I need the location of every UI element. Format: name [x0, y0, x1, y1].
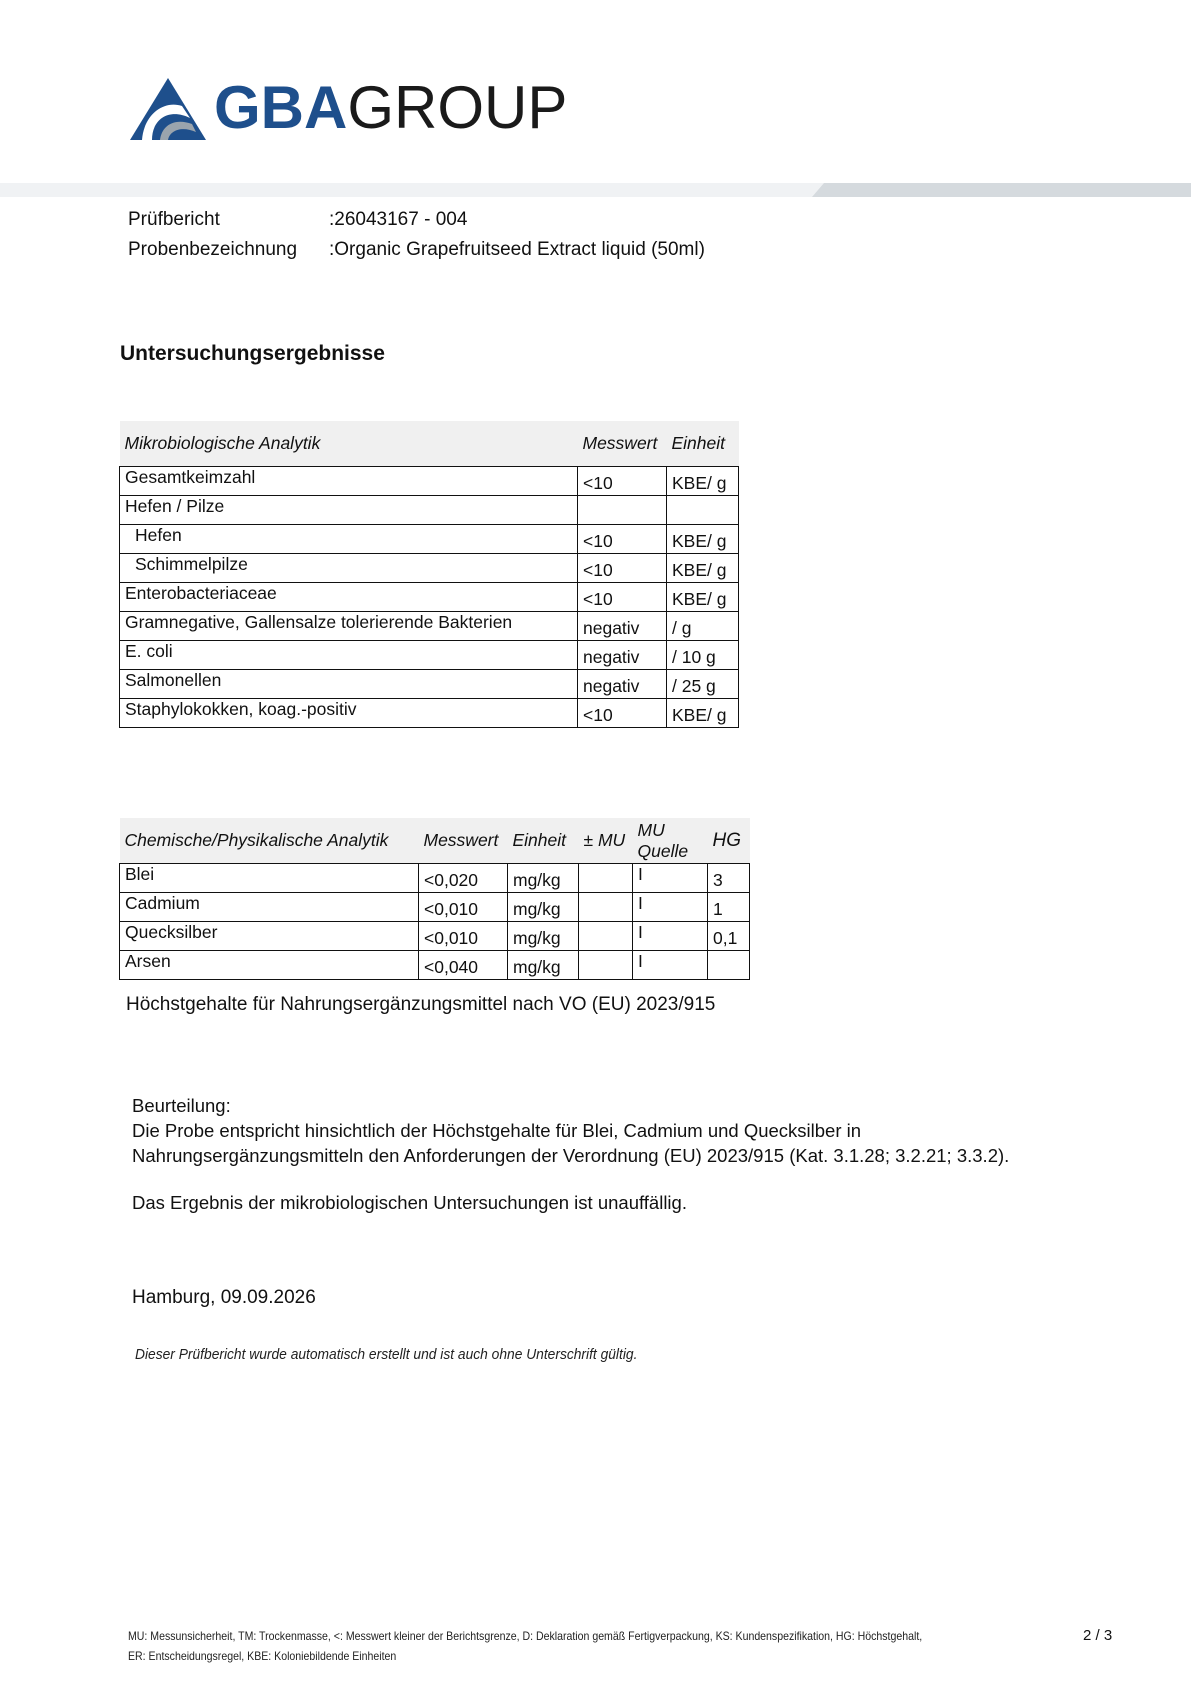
- place-date: Hamburg, 09.09.2026: [132, 1287, 316, 1308]
- analyte-name: Enterobacteriaceae: [120, 583, 578, 612]
- assessment-line: Nahrungsergänzungsmitteln den Anforderungen der Verordnung (EU) 2023/915 (Kat. 3.1.28; 3.2.21; 3.3.2).: [132, 1145, 1010, 1166]
- chem-header-value: Messwert: [419, 818, 508, 864]
- analyte-value: <10: [578, 583, 667, 612]
- analyte-name: Quecksilber: [120, 922, 419, 951]
- analyte-name: Hefen / Pilze: [120, 496, 578, 525]
- analyte-value: <0,010: [419, 893, 508, 922]
- footer-legend: [128, 1626, 922, 1666]
- analyte-unit: mg/kg: [508, 893, 579, 922]
- analyte-name: Hefen: [120, 525, 578, 554]
- analyte-value: negativ: [578, 641, 667, 670]
- analyte-unit: / 10 g: [667, 641, 739, 670]
- micro-header-analysis: Mikrobiologische Analytik: [120, 421, 578, 467]
- section-title: Untersuchungsergebnisse: [120, 342, 385, 365]
- table-row: [120, 864, 750, 893]
- table-row: [120, 922, 750, 951]
- company-logo: [130, 74, 590, 144]
- page-number: 2 / 3: [1083, 1627, 1113, 1644]
- analyte-unit: KBE/ g: [667, 554, 739, 583]
- analyte-value: [578, 496, 667, 525]
- micro-table: [119, 421, 739, 728]
- analyte-unit: mg/kg: [508, 864, 579, 893]
- analyte-value: <10: [578, 699, 667, 728]
- table-row: [120, 893, 750, 922]
- analyte-name: Schimmelpilze: [120, 554, 578, 583]
- footer-line: MU: Messunsicherheit, TM: Trockenmasse, <: Messwert kleiner der Berichtsgrenze, D: Deklaration gemäß Fertigverpackung, KS: Kundenspezifikation, HG: Höchstgehalt,: [128, 1629, 923, 1643]
- assessment-line: Das Ergebnis der mikrobiologischen Untersuchungen ist unauffällig.: [132, 1192, 687, 1213]
- analyte-hg: 3: [708, 864, 750, 893]
- logo-triangle-icon: [130, 78, 206, 142]
- analyte-name: Arsen: [120, 951, 419, 980]
- chem-table-header: [120, 818, 750, 864]
- chem-header-analysis: Chemische/Physikalische Analytik: [120, 818, 419, 864]
- analyte-value: <0,010: [419, 922, 508, 951]
- analyte-unit: KBE/ g: [667, 699, 739, 728]
- table-row: [120, 467, 739, 496]
- micro-header-value: Messwert: [578, 421, 667, 467]
- table-row: [120, 612, 739, 641]
- table-row: [120, 670, 739, 699]
- micro-header-unit: Einheit: [667, 421, 739, 467]
- header-rule-accent: [812, 183, 1191, 197]
- analyte-value: <10: [578, 525, 667, 554]
- table-row: [120, 699, 739, 728]
- auto-generated-note: Dieser Prüfbericht wurde automatisch erstellt und ist auch ohne Unterschrift gültig.: [135, 1346, 638, 1363]
- analyte-unit: mg/kg: [508, 922, 579, 951]
- analyte-unit: KBE/ g: [667, 583, 739, 612]
- analyte-mu: [579, 864, 633, 893]
- analyte-hg: [708, 951, 750, 980]
- limits-note: Höchstgehalte für Nahrungsergänzungsmittel nach VO (EU) 2023/915: [126, 994, 716, 1015]
- sample-label: Probenbezeichnung: [128, 239, 298, 260]
- analyte-unit: / g: [667, 612, 739, 641]
- report-label: Prüfbericht: [128, 209, 220, 230]
- sample-name: :Organic Grapefruitseed Extract liquid (50ml): [329, 239, 705, 260]
- analyte-mu-source: I: [633, 951, 708, 980]
- chem-header-mu-source: MU Quelle: [633, 818, 708, 864]
- analyte-name: Staphylokokken, koag.-positiv: [120, 699, 578, 728]
- logo-text: [214, 74, 567, 142]
- table-row: [120, 496, 739, 525]
- chem-table: [119, 818, 750, 980]
- analyte-mu: [579, 922, 633, 951]
- analyte-name: Salmonellen: [120, 670, 578, 699]
- analyte-unit: / 25 g: [667, 670, 739, 699]
- analyte-mu: [579, 893, 633, 922]
- analyte-mu: [579, 951, 633, 980]
- logo-brand-light: GROUP: [347, 74, 568, 141]
- analyte-hg: 1: [708, 893, 750, 922]
- assessment-line: Die Probe entspricht hinsichtlich der Höchstgehalte für Blei, Cadmium und Quecksilber in: [132, 1120, 862, 1141]
- table-row: [120, 951, 750, 980]
- analyte-unit: [667, 496, 739, 525]
- analyte-value: negativ: [578, 670, 667, 699]
- analyte-name: Gesamtkeimzahl: [120, 467, 578, 496]
- analyte-hg: 0,1: [708, 922, 750, 951]
- analyte-unit: mg/kg: [508, 951, 579, 980]
- micro-table-header: [120, 421, 739, 467]
- analyte-name: Blei: [120, 864, 419, 893]
- chem-header-hg: HG: [708, 818, 750, 864]
- report-number: :26043167 - 004: [329, 209, 468, 230]
- analyte-value: <10: [578, 467, 667, 496]
- analyte-name: E. coli: [120, 641, 578, 670]
- chem-header-mu: ± MU: [579, 818, 633, 864]
- chem-header-unit: Einheit: [508, 818, 579, 864]
- analyte-value: <0,020: [419, 864, 508, 893]
- assessment-heading: Beurteilung:: [132, 1095, 231, 1116]
- analyte-value: <0,040: [419, 951, 508, 980]
- analyte-mu-source: I: [633, 864, 708, 893]
- analyte-mu-source: I: [633, 922, 708, 951]
- analyte-value: <10: [578, 554, 667, 583]
- analyte-value: negativ: [578, 612, 667, 641]
- footer-line: ER: Entscheidungsregel, KBE: Koloniebildende Einheiten: [128, 1649, 397, 1663]
- table-row: [120, 583, 739, 612]
- table-row: [120, 554, 739, 583]
- analyte-name: Cadmium: [120, 893, 419, 922]
- table-row: [120, 525, 739, 554]
- table-row: [120, 641, 739, 670]
- analyte-name: Gramnegative, Gallensalze tolerierende Bakterien: [120, 612, 578, 641]
- analyte-unit: KBE/ g: [667, 525, 739, 554]
- logo-brand-bold: GBA: [214, 74, 348, 141]
- analyte-unit: KBE/ g: [667, 467, 739, 496]
- analyte-mu-source: I: [633, 893, 708, 922]
